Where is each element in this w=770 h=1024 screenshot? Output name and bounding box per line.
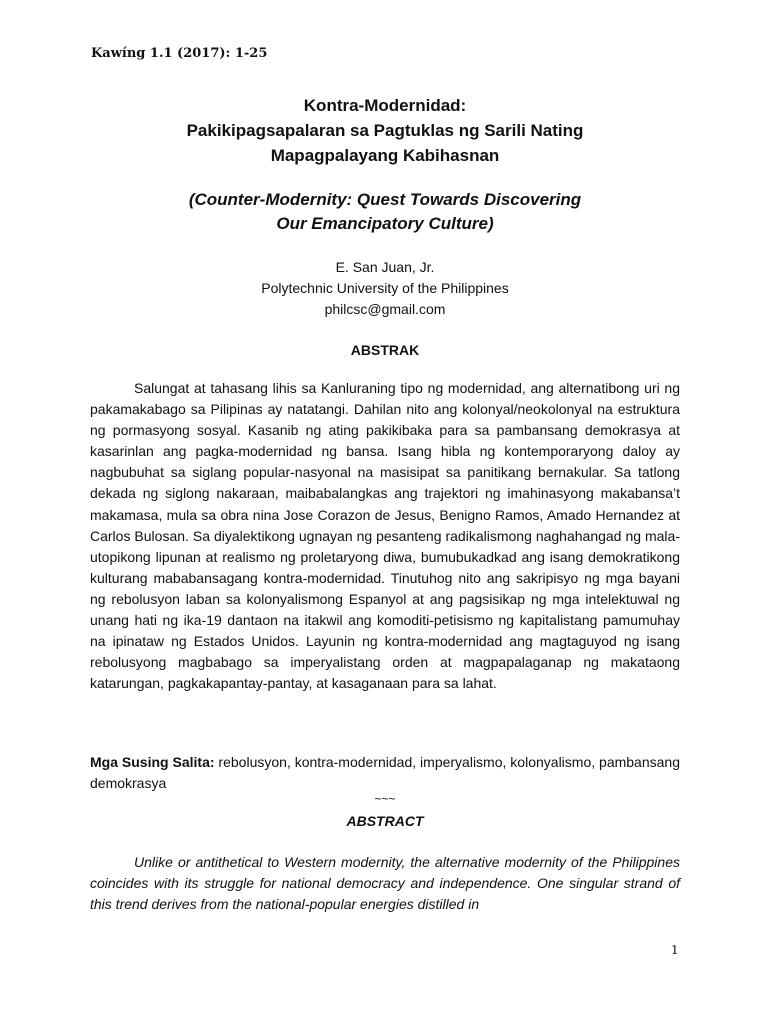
abstrak-body: Salungat at tahasang lihis sa Kanluraning tipo ng modernidad, ang alternatibong uri ng pakamakabago sa Pilipinas ay natatangi. Dahilan nito ang kolonyal/neokolonyal na estruktura ng pormasyong sosyal. Kasanib ng ating pakikibaka para sa pambansang demokrasya at kasarinlan ang pagka-modernidad ng bansa. Isang hibla ng kontemporaryong daloy ay nagbubuhat sa siglang popular-nasyonal na masisipat sa panitikang bernakular. Sa tatlong dekada ng siglong nakaraan, maibabalangkas ang trajektori ng imahinasyong makabansa’t makamasa, mula sa obra nina Jose Corazon de Jesus, Benigno Ramos, Amado Hernandez at Carlos Bulosan. Sa diyalektikong ugnayan ng pesanteng radikalismong naghahangad ng mala-utopikong lipunan at realismo ng proletaryong diwa, bumubukadkad ang isang demokratikong kulturang mababansagang kontra-modernidad. Tinutuhog nito ang sakripisyo ng mga bayani ng rebolusyon laban sa kolonyalismong Espanyol at ang pagsisikap ng mga intelektuwal ng unang hati ng ika-19 dantaon na itakwil ang komoditi-petisismo ng kapitalistang pamumuhay na ipinataw ng Estados Unidos. Layunin ng kontra-modernidad ang magtaguyod ng isang rebolusyong magbabago sa imperyalistang orden at magpapalaganap ng makataong katarungan, pagkakapantay-pantay, at kasaganaan para sa lahat. xyxy=(90,380,680,692)
abstract-heading: ABSTRACT xyxy=(346,813,424,829)
keywords-label: Mga Susing Salita: xyxy=(90,754,215,770)
title-line: Kontra-Modernidad: xyxy=(303,96,467,115)
author-name: E. San Juan, Jr. xyxy=(335,259,435,275)
title-line: Mapagpalayang Kabihasnan xyxy=(270,146,500,165)
author-block xyxy=(90,257,680,320)
english-title xyxy=(90,188,680,236)
english-title-line: Our Emancipatory Culture) xyxy=(276,214,494,233)
article-title xyxy=(90,93,680,168)
abstrak-heading: ABSTRAK xyxy=(350,342,420,358)
english-title-line: (Counter-Modernity: Quest Towards Discovering xyxy=(188,190,582,209)
keywords xyxy=(90,752,680,794)
page-number: 1 xyxy=(671,943,679,957)
author-affiliation: Polytechnic University of the Philippines xyxy=(261,280,509,296)
keywords-text: rebolusyon, kontra-modernidad, imperyalismo, kolonyalismo, pambansang demokrasya xyxy=(90,754,680,792)
running-head: Kawíng 1.1 (2017): 1-25 xyxy=(91,46,268,61)
author-email: philcsc@gmail.com xyxy=(324,301,446,317)
title-line: Pakikipagsapalaran sa Pagtuklas ng Sarili Nating xyxy=(186,121,584,140)
abstract-body: Unlike or antithetical to Western modernity, the alternative modernity of the Philippines coincides with its struggle for national democracy and independence. One singular strand of this trend derives from the national-popular energies distilled in xyxy=(90,854,680,913)
section-separator: ~~~ xyxy=(374,792,396,806)
